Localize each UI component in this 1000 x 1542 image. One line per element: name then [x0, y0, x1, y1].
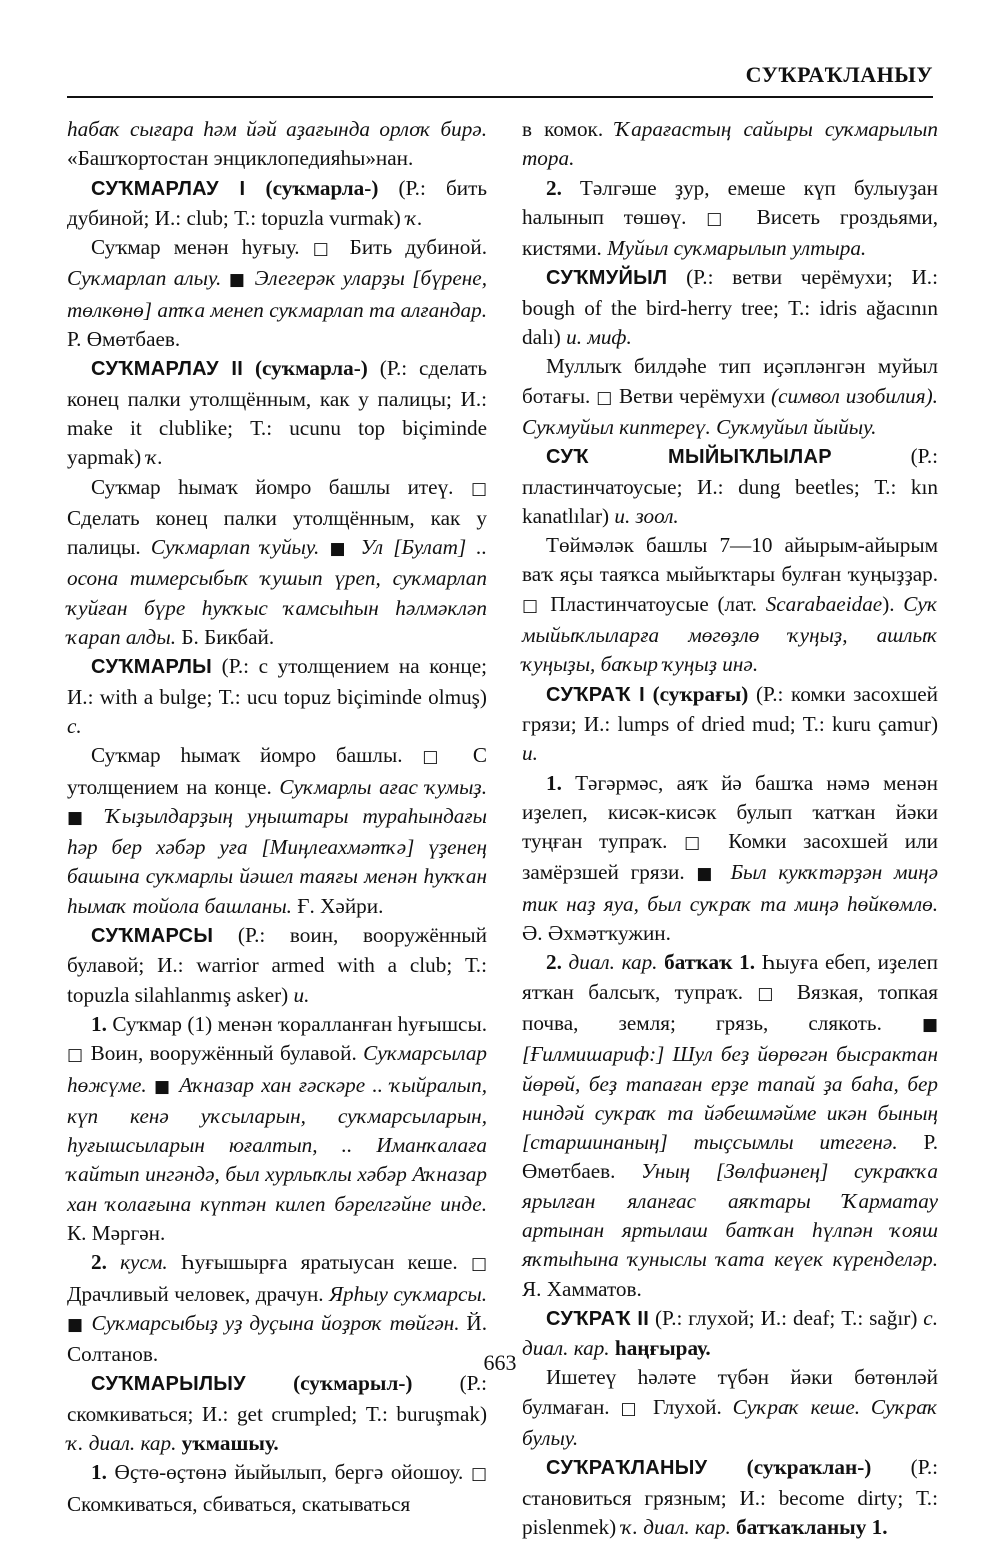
gloss: (Р.: бить дубиной; И.: club; Т.: topuzla vurmak) — [67, 175, 487, 230]
translation-text: Воин, вооружённый булавой. — [84, 1041, 364, 1066]
sense-number: 2. — [546, 950, 562, 975]
pos-label: ҡ. — [406, 205, 423, 230]
example-text: Ул [Булат] .. осона тимерсыбыҡ ҡушып үреп, суҡмарлап ҡуйған бүре һуҡҡыс ҡамсыһын һәлмәкләп ҡарап алды. — [67, 535, 488, 650]
page-number: 663 — [483, 1350, 517, 1375]
right-column — [522, 115, 938, 1542]
example-text: Был кукҡтәрҙән миңә тик наҙ яуа, был суҡраҡ та миңә һөйкөмлө. — [522, 860, 939, 916]
definition-text: Ишетеү һәләте түбән йәки бөтөнләй булмаған. — [522, 1365, 938, 1419]
open-square-icon: □ — [596, 387, 613, 408]
headword: СУҠМАРЛЫ — [91, 656, 213, 679]
headword: СУҠМУЙЫЛ — [546, 267, 668, 290]
translation-text: Комки засохшей или замёрзшей грязи. — [522, 829, 939, 885]
example-text: Суҡмарсыбыҙ уҙ дуҫына йоҙроҡ төйгән. — [84, 1310, 460, 1335]
entry-sukmuyyl — [522, 263, 938, 352]
definition — [67, 741, 487, 921]
translation-text: С утолщением на конце. — [67, 743, 487, 799]
open-square-icon: □ — [67, 1045, 85, 1066]
filled-square-icon: ■ — [329, 539, 351, 560]
headword: СУҠРАҠ II — [546, 1307, 650, 1330]
translation-text: Вязкая, топкая почва, земля; грязь, слякоть. — [522, 979, 938, 1035]
definition-text: Суҡмар менән һуғыу. — [91, 235, 313, 260]
entry-sukrak-1 — [522, 680, 938, 769]
source: Ә. Әхмәтҡужин. — [522, 921, 671, 946]
source: К. Мәргән. — [67, 1220, 166, 1245]
open-square-icon: □ — [470, 1254, 487, 1275]
pos-label: с. — [67, 713, 82, 738]
sense-number: 2. — [91, 1250, 107, 1275]
entry-sukmarsy — [67, 921, 487, 1010]
filled-square-icon: ■ — [153, 1076, 173, 1097]
pos-label: и. — [293, 982, 310, 1007]
gloss: (Р.: пластинчатоусые; И.: dung beetles; Т.: kın kanatlılar) — [522, 444, 938, 528]
sense-number: 1. — [91, 1011, 107, 1036]
running-head: СУҠРАҠЛАНЫУ — [745, 62, 933, 87]
pos-label: и. зоол. — [614, 503, 679, 528]
open-square-icon: □ — [470, 1464, 487, 1485]
gloss: (Р.: глухой; И.: deaf; Т.: sağır) — [649, 1305, 924, 1330]
open-square-icon: □ — [706, 208, 737, 229]
translation-text: Глухой. — [642, 1394, 733, 1419]
headword: СУҠРАҠ I — [546, 683, 645, 706]
header-rule — [67, 96, 933, 98]
example-text: Ҡыҙылдарҙың уңыштары тураһындағы һәр бер хәбәр уға [Миңлеахмәтҡә] үҙенең башына суҡмарлы йәшел таяғы менән һуҡҡан һымаҡ тойола башланы. — [67, 803, 488, 918]
headword: СУҠМАРЫЛЫУ — [91, 1373, 246, 1396]
example-text: Ҡарағастың сайыры суҡмарылып тора. — [522, 117, 938, 171]
translation-note: (символ изобилия). — [771, 383, 938, 408]
open-square-icon: □ — [522, 595, 542, 616]
entry-sukraklanyu — [522, 1453, 938, 1542]
punctuation: ). — [882, 591, 904, 616]
example-text: Суҡмарсылар һөжүме. — [67, 1041, 488, 1097]
left-column — [67, 115, 487, 1519]
translation-text: в комок. — [522, 117, 616, 141]
pos-label: с. диал. кар. — [522, 1305, 938, 1361]
latin-name: Scarabaeidae — [765, 591, 883, 616]
open-square-icon: □ — [620, 1398, 643, 1419]
definition-text: Тәлгәше ҙур, емеше күп булыуҙан һалынып төшөү. — [522, 175, 938, 229]
filled-square-icon: ■ — [67, 807, 92, 828]
translation-text: Висеть гроздьями, кистями. — [522, 204, 938, 261]
gloss: (Р.: воин, вооружённый булавой; И.: warrior armed with a club; Т.: topuzla silahlanmış asker) — [67, 923, 487, 1007]
gloss: (Р.: скомкиваться; И.: get crumpled; Т.: buruşmak) — [67, 1371, 487, 1426]
sense-1 — [67, 1010, 487, 1248]
entry-suk-myyyklylar — [522, 442, 938, 531]
gloss: (Р.: комки засохшей грязи; И.: lumps of dried mud; Т.: kuru çamur) — [522, 681, 939, 736]
gloss: (Р.: сделать конец палки утолщённым, как у палицы; И.: make it clublike; Т.: ucunu top biçiminde yapmak) — [67, 356, 487, 470]
translation-text: Сделать конец палки утолщённым, как у палицы. — [67, 505, 487, 560]
headword: СУҠРАҠЛАНЫУ — [546, 1457, 708, 1480]
source: Я. Хамматов. — [522, 1276, 642, 1301]
pos-label: и. миф. — [566, 325, 632, 350]
headword: СУҠ МЫЙЫҠЛЫЛАР — [546, 446, 832, 469]
source: Б. Бикбай. — [176, 625, 275, 650]
definition — [522, 352, 938, 442]
headword: СУҠМАРЛАУ I — [91, 177, 246, 200]
definition-text: Суҡмар һымаҡ йомро башлы. — [91, 743, 423, 768]
pos-label: и. — [522, 741, 538, 766]
open-square-icon: □ — [422, 747, 454, 768]
sense-number: 2. — [546, 175, 562, 200]
filled-square-icon: ■ — [921, 1014, 938, 1035]
pos-label: ҡ. — [146, 445, 163, 470]
definition-text: Суҡмар (1) менән ҡоралланған һуғышсы. — [106, 1011, 487, 1036]
gloss: (Р.: с утолщением на конце; И.: with a bulge; Т.: ucu topuz biçiminde olmuş) — [67, 654, 487, 709]
entry-sukmarly — [67, 652, 487, 741]
stem-form: (суҡмарла-) — [265, 175, 379, 200]
gloss: (Р.: становиться грязным; И.: become dirty; Т.: pislenmek) — [522, 1455, 939, 1539]
sense-1 — [522, 769, 938, 949]
example-text: Суҡмуйыл киптереү. Суҡмуйыл йыйыу. — [522, 414, 877, 439]
definition-text: Һуғышырға яратыусан кеше. — [167, 1250, 471, 1275]
sense-2 — [522, 174, 938, 264]
example-text: Элегерәк уларҙы [бүрене, төлкөнө] атҡа менеп суҡмарлап та алғандар. — [67, 266, 488, 322]
cross-reference: батҡаҡланыу 1. — [730, 1514, 888, 1539]
definition-text: Муллыҡ билдәһе тип иҫәпләнгән муйыл ботағы. — [522, 354, 938, 408]
example-text: Ярһыу суҡмарсы. — [329, 1281, 487, 1306]
example-text: [Ғилмишариф:] Шул беҙ йөрөгән бысрактан йөрөй, беҙ тапаған ерҙе тапай ҙа баһа, бер ниндәй суҡраҡ та йәбешмәйме икән быныӊ [старшинаның] тыҫсымлы итегенә. — [522, 1042, 938, 1155]
translation-text: Ветви черёмухи — [612, 383, 772, 408]
sense-number: 1. — [546, 770, 562, 795]
example-text: Уның [Зөлфиәнең] суҡраҡҡа ярылған яланғас аяҡтары Ҡарматау артынан яртылаш батҡан һүлпән ҡояш яҡтыһына ҡуныслы ҡата кеүек күренделәр. — [522, 1159, 938, 1272]
stem-form: (суҡрағы) — [652, 681, 749, 706]
source: Р. Өмөтбаев. — [67, 327, 181, 352]
translation-text: Скомкиваться, сбиваться, скатываться — [67, 1491, 411, 1516]
sense-2 — [522, 948, 938, 1304]
definition — [522, 531, 938, 679]
example-text: Суҡраҡ кеше. Суҡраҡ булыу. — [522, 1394, 938, 1451]
definition-text: Тәгәрмәс, аяҡ йә башҡа нәмә менән иҙелеп, кисәк-кисәк булып ҡатҡан йәки туңған тупраҡ. — [522, 770, 938, 854]
stem-form: (суҡраҡлан-) — [746, 1455, 872, 1480]
cross-reference: һаңғырау. — [609, 1336, 711, 1361]
gloss: (Р.: ветви черёмухи; И.: bough of the bird-herry tree; Т.: idris ağacının dalı) — [522, 265, 938, 350]
definition-text: Төймәләк башлы 7—10 айырым-айырым ваҡ яҫы таяҡса мыйыҡтары булған ҡуңыҙҙар. — [522, 533, 938, 587]
sense-number: 1. — [91, 1460, 107, 1485]
cross-reference: уҡмашыу. — [176, 1431, 279, 1456]
definition-text: Һыуға ебеп, иҙелеп ятҡан балсыҡ, тупраҡ. — [522, 950, 938, 1004]
headword: СУҠМАРСЫ — [91, 925, 214, 948]
translation-text: Пластинчатоусые (лат. — [541, 591, 766, 616]
definition — [67, 233, 487, 354]
example-text: Суҡ мыйыҡлыларға мөгөҙлө ҡуңыҙ, ашлыҡ ҡуңыҙы, баҡыр ҡуңыҙ инә. — [522, 591, 939, 677]
example-text: Суҡмарлы ағас ҡумыҙ. — [279, 774, 487, 799]
pos-label: ҡ. диал. кар. — [67, 1431, 177, 1456]
example-text: Муйыл суҡмарылып ултыра. — [607, 236, 867, 261]
open-square-icon: □ — [757, 983, 783, 1004]
open-square-icon: □ — [470, 478, 487, 499]
filled-square-icon: ■ — [67, 1314, 85, 1335]
headword: СУҠМАРЛАУ II — [91, 358, 244, 381]
cross-reference: батҡаҡ 1. — [657, 950, 756, 975]
example-text: Суҡмарлап алыу. — [67, 266, 222, 291]
source: «Башҡортостан энциклопедияһы»нан. — [67, 146, 414, 171]
continued-sense — [522, 115, 938, 174]
usage-label: диал. кар. — [561, 950, 658, 975]
pos-label: ҡ. диал. кар. — [621, 1514, 731, 1539]
usage-label: кусм. — [106, 1250, 168, 1275]
source: Ғ. Хәйри. — [291, 893, 384, 918]
source: Р. Өмөтбаев. — [522, 1130, 938, 1184]
filled-square-icon: ■ — [696, 864, 719, 885]
filled-square-icon: ■ — [228, 270, 248, 291]
sense-1 — [67, 1458, 487, 1519]
definition — [67, 473, 487, 653]
example-text: Аҡназар хан ғәскәре .. ҡыйралып, күп кенә уҡсыларын, суҡмарсыларын, һуғышсыларын юғалтып, .. Иманҡалаға ҡайтып ингәндә, был хурлыҡлы хәбәр Аҡназар хан ҡолағына күптән килеп бәрелгәйне инде. — [67, 1072, 487, 1216]
source: Й. Солтанов. — [67, 1310, 488, 1367]
stem-form: (суҡмарла-) — [255, 356, 368, 381]
definition-text: Өҫтө-өҫтөнә йыйылып, бергә ойошоу. — [106, 1460, 471, 1485]
continued-entry — [67, 115, 487, 174]
entry-sukmarlau-2 — [67, 354, 487, 472]
open-square-icon: □ — [312, 239, 337, 260]
definition — [522, 1363, 938, 1453]
translation-text: Драчливый человек, драчун. — [67, 1281, 330, 1306]
example-text: һабаҡ сығара һәм йәй аҙағында орлоҡ бирә. — [67, 117, 487, 141]
stem-form: (суҡмарыл-) — [293, 1371, 413, 1396]
definition-text: Суҡмар һымаҡ йомро башлы итеү. — [91, 474, 471, 499]
entry-sukmarlau-1 — [67, 174, 487, 234]
open-square-icon: □ — [684, 833, 712, 854]
translation-text: Бить дубиной. — [336, 235, 487, 260]
entry-sukmarylyu — [67, 1369, 487, 1458]
example-text: Суҡмарлап ҡуйыу. — [150, 535, 320, 560]
